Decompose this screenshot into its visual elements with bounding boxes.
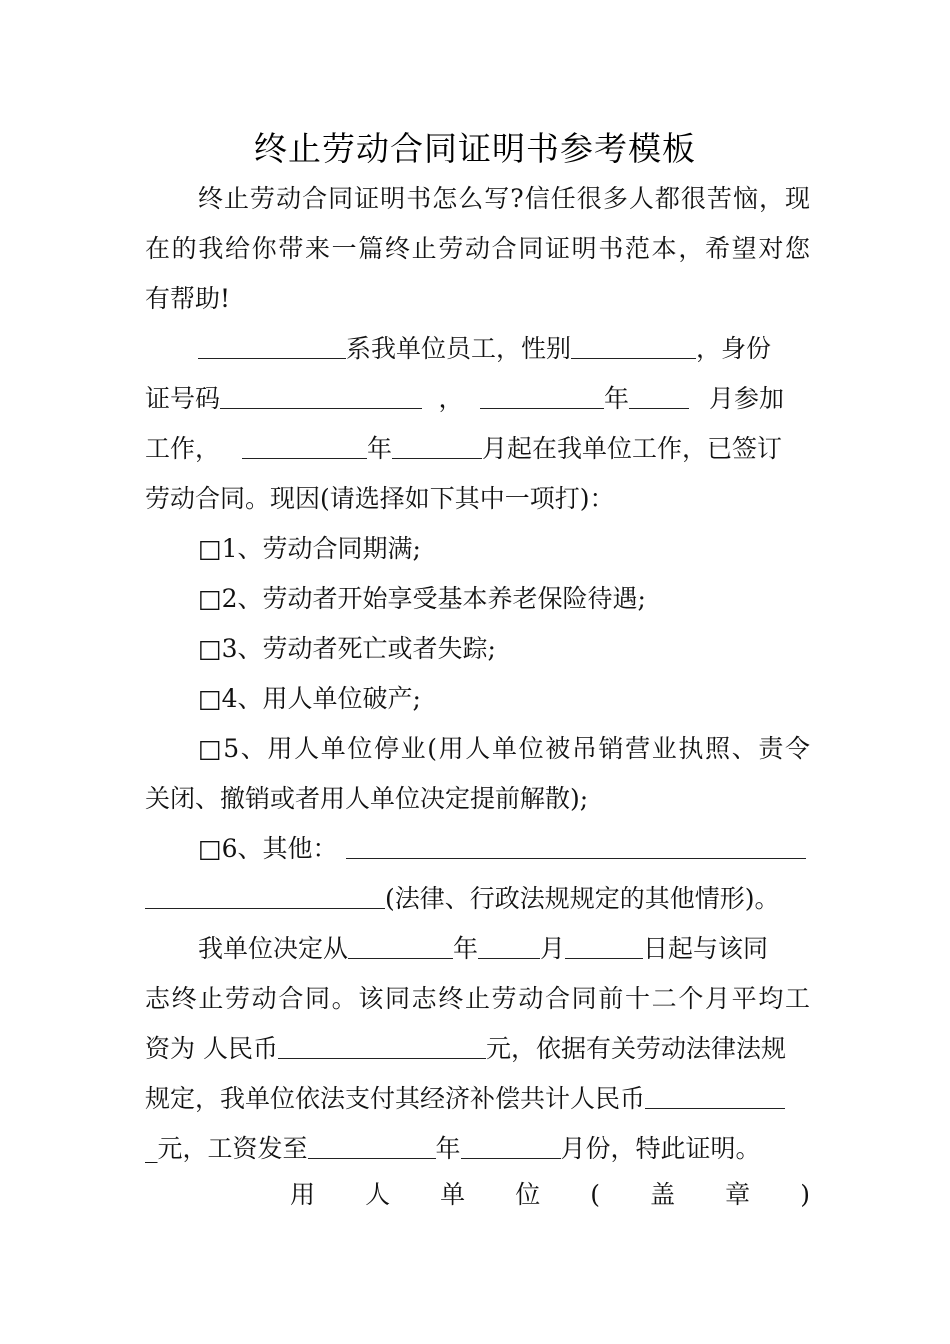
option-5-continued: 关闭、撤销或者用人单位决定提前解散); bbox=[145, 784, 589, 813]
signature-char: 单 bbox=[440, 1180, 466, 1209]
closing-text: 月份，特此证明。 bbox=[560, 1134, 761, 1163]
document-title: 终止劳动合同证明书参考模板 bbox=[254, 129, 696, 168]
option-6 bbox=[198, 824, 810, 874]
year-label-4: 年 bbox=[435, 1134, 461, 1163]
decision-text: 我单位决定从 bbox=[198, 934, 349, 963]
decision-line-1 bbox=[198, 924, 810, 974]
employee-line-3 bbox=[145, 424, 810, 474]
intro-line-2: 在的我给你带来一篇终止劳动合同证明书范本，希望对您 bbox=[145, 234, 810, 263]
intro-line-1: 终止劳动合同证明书怎么写?信任很多人都很苦恼，现 bbox=[198, 184, 810, 213]
employee-line-4: 劳动合同。现因(请选择如下其中一项打)： bbox=[145, 484, 615, 513]
year-label: 年 bbox=[604, 384, 630, 413]
join-month-label: 月参加 bbox=[709, 384, 785, 413]
employee-text: 系我单位员工，性别 bbox=[346, 334, 572, 363]
id-number-blank bbox=[220, 378, 422, 409]
end-month-blank bbox=[478, 928, 540, 959]
salary-blank bbox=[278, 1028, 486, 1059]
wage-text: _元，工资发至 bbox=[145, 1134, 308, 1163]
signature-char: ) bbox=[800, 1180, 810, 1209]
other-blank-2 bbox=[145, 878, 385, 909]
option-4: □4、用人单位破产; bbox=[198, 684, 421, 713]
gender-blank bbox=[571, 328, 696, 359]
salary-text: 元，依据有关劳动法律法规 bbox=[485, 1034, 786, 1063]
start-text: 月起在我单位工作，已签订 bbox=[482, 434, 783, 463]
signature-char: 位 bbox=[515, 1180, 541, 1209]
other-blank bbox=[346, 828, 806, 859]
option-2: □2、劳动者开始享受基本养老保险待遇; bbox=[198, 584, 646, 613]
decision-line-2: 志终止劳动合同。该同志终止劳动合同前十二个月平均工 bbox=[145, 984, 810, 1013]
join-month-blank bbox=[629, 378, 689, 409]
compensation-text: 规定，我单位依法支付其经济补偿共计人民币 bbox=[145, 1084, 646, 1113]
end-day-blank bbox=[565, 928, 643, 959]
work-label: 工作， bbox=[145, 434, 221, 463]
name-blank bbox=[198, 328, 346, 359]
decision-line-3 bbox=[145, 1024, 810, 1074]
day-text: 日起与该同 bbox=[643, 934, 769, 963]
comma: ， bbox=[438, 384, 464, 413]
month-label-3: 月 bbox=[540, 934, 566, 963]
signature-line bbox=[290, 1170, 810, 1220]
other-note: (法律、行政法规规定的其他情形)。 bbox=[385, 884, 780, 913]
end-year-blank bbox=[348, 928, 453, 959]
compensation-blank bbox=[645, 1078, 785, 1109]
signature-char: 章 bbox=[725, 1180, 751, 1209]
id-text: ，身份 bbox=[696, 334, 772, 363]
option-1: □1、劳动合同期满; bbox=[198, 534, 421, 563]
option-6-label: □6、其他： bbox=[198, 834, 338, 863]
option-6-continued bbox=[145, 874, 810, 924]
salary-label: 资为 人民币 bbox=[145, 1034, 278, 1063]
wage-year-blank bbox=[308, 1128, 436, 1159]
signature-char: ( bbox=[590, 1180, 601, 1209]
start-year-blank bbox=[242, 428, 367, 459]
year-label-3: 年 bbox=[453, 934, 479, 963]
signature-char: 用 bbox=[290, 1180, 316, 1209]
id-number-label: 证号码 bbox=[145, 384, 221, 413]
option-3: □3、劳动者死亡或者失踪; bbox=[198, 634, 496, 663]
option-5: □5、用人单位停业(用人单位被吊销营业执照、责令 bbox=[198, 734, 810, 763]
signature-char: 盖 bbox=[650, 1180, 676, 1209]
employee-line-1 bbox=[198, 324, 810, 374]
join-year-blank bbox=[480, 378, 604, 409]
decision-line-4 bbox=[145, 1074, 810, 1124]
wage-month-blank bbox=[461, 1128, 561, 1159]
intro-line-3: 有帮助! bbox=[145, 284, 231, 313]
employee-line-2 bbox=[145, 374, 810, 424]
year-label-2: 年 bbox=[367, 434, 393, 463]
start-month-blank bbox=[392, 428, 482, 459]
signature-char: 人 bbox=[365, 1180, 391, 1209]
decision-line-5 bbox=[145, 1124, 810, 1174]
